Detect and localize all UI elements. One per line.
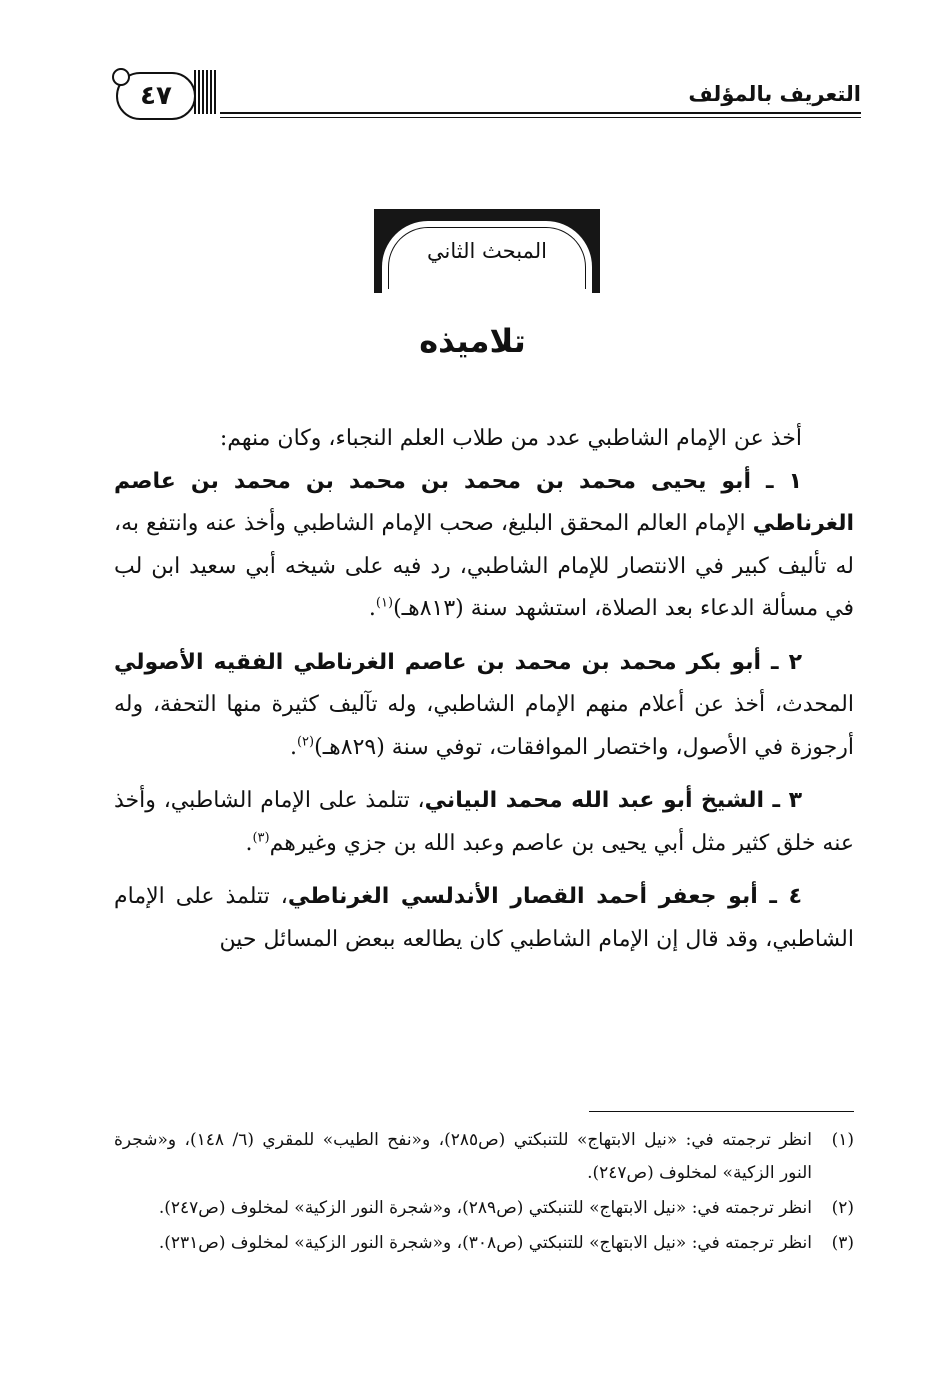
footnote-text: انظر ترجمته في: «نيل الابتهاج» للتنبكتي (ص٢٨٩)، و«شجرة النور الزكية» لمخلوف (ص٢٤٧). xyxy=(158,1198,812,1218)
sentence-end: . xyxy=(289,734,297,760)
footnote-ref[interactable]: (١) xyxy=(375,595,394,611)
header-rule xyxy=(220,112,861,118)
student-description: ، تتلمذ على الإمام الشاطبي، وقد قال إن الإمام الشاطبي كان يطالعه ببعض المسائل حين xyxy=(114,884,854,952)
footnote-3 xyxy=(114,1227,854,1260)
page-number: ٤٧ xyxy=(140,81,172,111)
footnote-number: (١) xyxy=(831,1130,854,1150)
student-name: ٣ ـ الشيخ أبو عبد الله محمد البياني xyxy=(424,788,802,813)
page-header xyxy=(108,66,861,130)
section-heading-frame xyxy=(374,209,600,293)
footnote-ref[interactable]: (٣) xyxy=(252,830,270,846)
student-name: ٢ ـ أبو بكر محمد بن محمد بن عاصم الغرناطي الفقيه الأصولي xyxy=(114,649,802,675)
student-item-2 xyxy=(114,642,854,770)
footnote-number: (٣) xyxy=(831,1233,854,1253)
footnote-2 xyxy=(114,1192,854,1225)
footnote-1 xyxy=(114,1124,854,1190)
footnotes xyxy=(114,1124,854,1262)
footnote-text: انظر ترجمته في: «نيل الابتهاج» للتنبكتي (ص٣٠٨)، و«شجرة النور الزكية» لمخلوف (ص٢٣١). xyxy=(158,1233,812,1253)
footnote-ref[interactable]: (٢) xyxy=(296,734,315,750)
student-name: ٤ ـ أبو جعفر أحمد القصار الأندلسي الغرناطي xyxy=(287,884,802,909)
student-description: الإمام العالم المحقق البليغ، صحب الإمام الشاطبي وأخذ عنه وانتفع به، له تأليف كبير في الانتصار للإمام الشاطبي، رد فيه على شيخه أبي سعيد ابن لب في مسألة الدعاء بعد الصلاة، استشهد سنة (٨١٣هـ) xyxy=(114,511,854,621)
sentence-end: . xyxy=(245,830,253,856)
footnote-separator xyxy=(589,1111,854,1112)
student-item-3 xyxy=(114,780,854,865)
section-label: المبحث الثاني xyxy=(427,239,547,263)
footnote-text: انظر ترجمته في: «نيل الابتهاج» للتنبكتي (ص٢٨٥)، و«نفح الطيب» للمقري (٦/ ١٤٨)، و«شجرة النور الزكية» لمخلوف (ص٢٤٧). xyxy=(114,1130,812,1183)
footnote-number: (٢) xyxy=(831,1198,854,1218)
student-item-1 xyxy=(114,461,854,631)
sentence-end: . xyxy=(368,596,376,621)
intro-paragraph: أخذ عن الإمام الشاطبي عدد من طلاب العلم النجباء، وكان منهم: xyxy=(219,426,802,451)
header-ornament-bars xyxy=(194,70,218,114)
student-description: ، تتلمذ على الإمام الشاطبي، وأخذ عنه خلق كثير مثل أبي يحيى بن عاصم وعبد الله بن جزي وغيرهم xyxy=(114,788,854,856)
student-item-4 xyxy=(114,876,854,961)
chapter-title: تلاميذه xyxy=(419,322,526,360)
student-description: المحدث، أخذ عن أعلام منهم الإمام الشاطبي، وله تآليف كثيرة منها التحفة، وله أرجوزة في الأصول، واختصار الموافقات، توفي سنة (٨٢٩هـ) xyxy=(114,692,854,760)
student-name: ١ ـ أبو يحيى محمد بن محمد بن محمد بن محمد بن عاصم الغرناطي xyxy=(114,468,854,536)
main-text xyxy=(114,418,854,972)
section-heading-inner xyxy=(382,221,592,293)
running-title: التعريف بالمؤلف xyxy=(688,82,861,106)
header-ornament-ring xyxy=(112,68,130,86)
